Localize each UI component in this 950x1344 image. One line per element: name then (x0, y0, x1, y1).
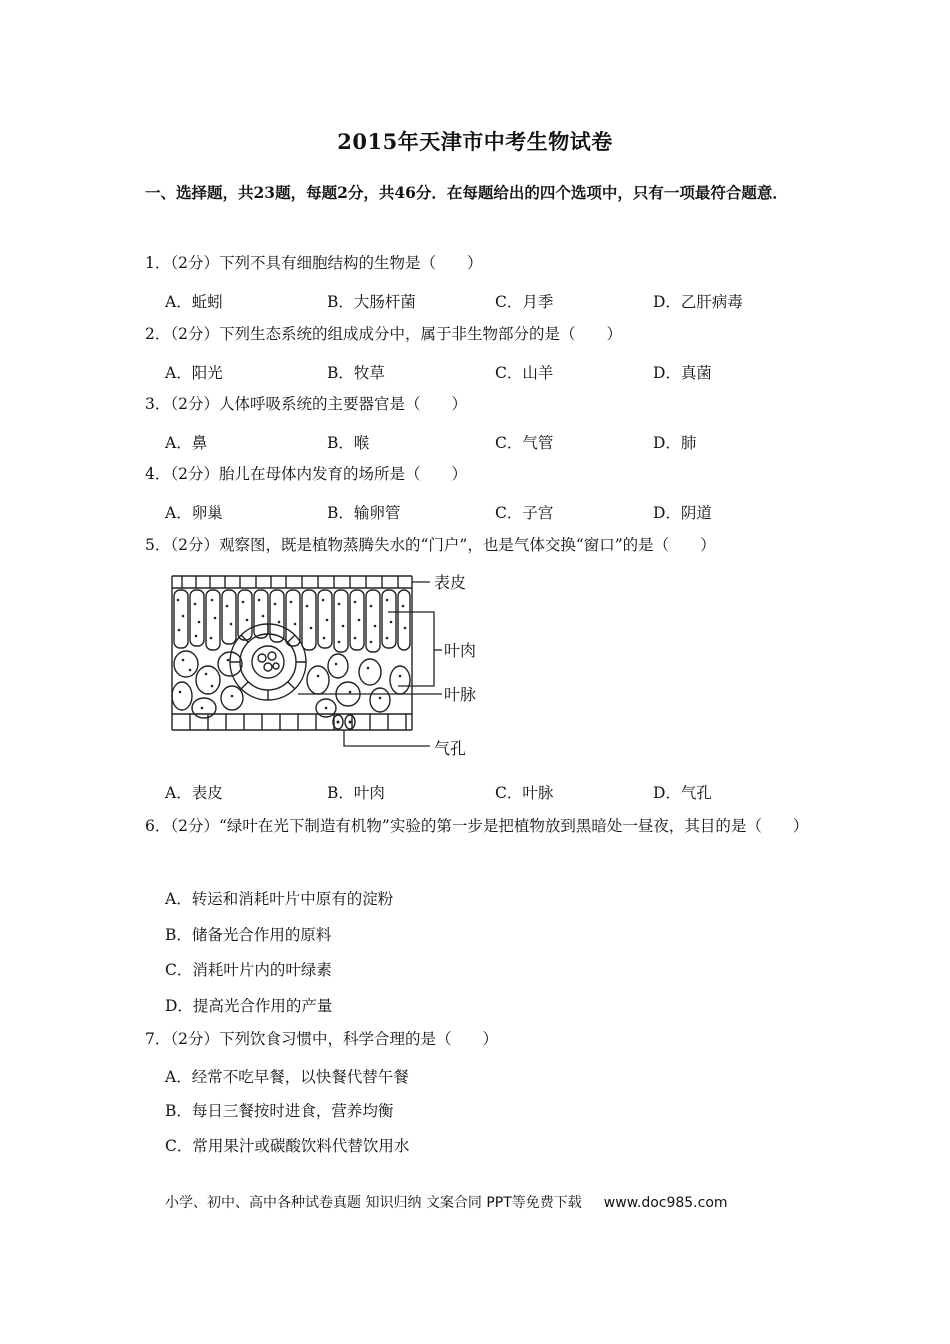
label-stoma: 气孔 (434, 739, 467, 758)
page-footer (165, 1192, 728, 1212)
question-4-option-c: C．子宫 (495, 504, 554, 522)
question-2-option-d: D．真菌 (653, 364, 712, 382)
question-1-options (165, 290, 805, 316)
question-2-stem: 2．（2分）下列生态系统的组成成分中，属于非生物部分的是（ ） (145, 325, 622, 343)
question-4-stem: 4．（2分）胎儿在母体内发育的场所是（ ） (145, 465, 467, 483)
question-2-options (165, 361, 805, 387)
palisade-cells (174, 590, 410, 652)
question-2-option-b: B．牧草 (327, 364, 385, 382)
question-6-option-a: A．转运和消耗叶片中原有的淀粉 (165, 890, 394, 908)
question-2-option-c: C．山羊 (495, 364, 554, 382)
label-mesophyll: 叶肉 (444, 641, 477, 660)
section-heading: 一、选择题，共23题，每题2分，共46分．在每题给出的四个选项中，只有一项最符合题意． (145, 183, 788, 202)
question-3-option-b: B．喉 (327, 434, 370, 452)
question-6-option-c: C．消耗叶片内的叶绿素 (165, 961, 332, 979)
question-5-options (165, 781, 805, 807)
question-1-option-d: D．乙肝病毒 (653, 293, 743, 311)
question-5-stem: 5．（2分）观察图，既是植物蒸腾失水的“门户”，也是气体交换“窗口”的是（ ） (145, 536, 716, 554)
question-5-option-b: B．叶肉 (327, 784, 385, 802)
question-1-option-c: C．月季 (495, 293, 554, 311)
question-3-option-a: A．鼻 (165, 434, 208, 452)
question-5-option-d: D．气孔 (653, 784, 712, 802)
label-vein: 叶脉 (444, 685, 477, 704)
question-6-stem: 6．（2分）“绿叶在光下制造有机物”实验的第一步是把植物放到黑暗处一昼夜，其目的是（ ） (145, 817, 809, 835)
question-1-option-b: B．大肠杆菌 (327, 293, 416, 311)
question-1-option-a: A．蚯蚓 (165, 293, 223, 311)
question-4-option-d: D．阴道 (653, 504, 712, 522)
question-7-option-b: B．每日三餐按时进食，营养均衡 (165, 1102, 394, 1120)
question-3-option-d: D．肺 (653, 434, 697, 452)
lower-epidermis-cells (190, 714, 406, 730)
question-4-option-a: A．卵巢 (165, 504, 223, 522)
question-2-option-a: A．阳光 (165, 364, 223, 382)
page-title: 2015年天津市中考生物试卷 (337, 129, 613, 154)
question-4-options (165, 501, 805, 527)
question-6-option-d: D．提高光合作用的产量 (165, 997, 333, 1015)
label-epidermis: 表皮 (434, 573, 467, 592)
question-1-stem: 1．（2分）下列不具有细胞结构的生物是（ ） (145, 254, 483, 272)
upper-epidermis-cells (182, 576, 398, 588)
question-3-options (165, 431, 805, 457)
leaf-cross-section-figure (168, 568, 498, 763)
question-5-option-a: A．表皮 (165, 784, 223, 802)
question-5-option-c: C．叶脉 (495, 784, 554, 802)
question-4-option-b: B．输卵管 (327, 504, 401, 522)
footer-text: 小学、初中、高中各种试卷真题 知识归纳 文案合同 PPT等免费下载 (165, 1195, 582, 1211)
question-7-option-a: A．经常不吃早餐，以快餐代替午餐 (165, 1068, 409, 1086)
question-7-option-c: C．常用果汁或碳酸饮料代替饮用水 (165, 1137, 410, 1155)
question-3-option-c: C．气管 (495, 434, 554, 452)
question-7-stem: 7．（2分）下列饮食习惯中，科学合理的是（ ） (145, 1030, 498, 1048)
question-3-stem: 3．（2分）人体呼吸系统的主要器官是（ ） (145, 395, 467, 413)
chloroplast-dots (177, 599, 407, 724)
footer-url-link[interactable]: www.doc985.com (603, 1195, 728, 1211)
question-6-option-b: B．储备光合作用的原料 (165, 926, 332, 944)
